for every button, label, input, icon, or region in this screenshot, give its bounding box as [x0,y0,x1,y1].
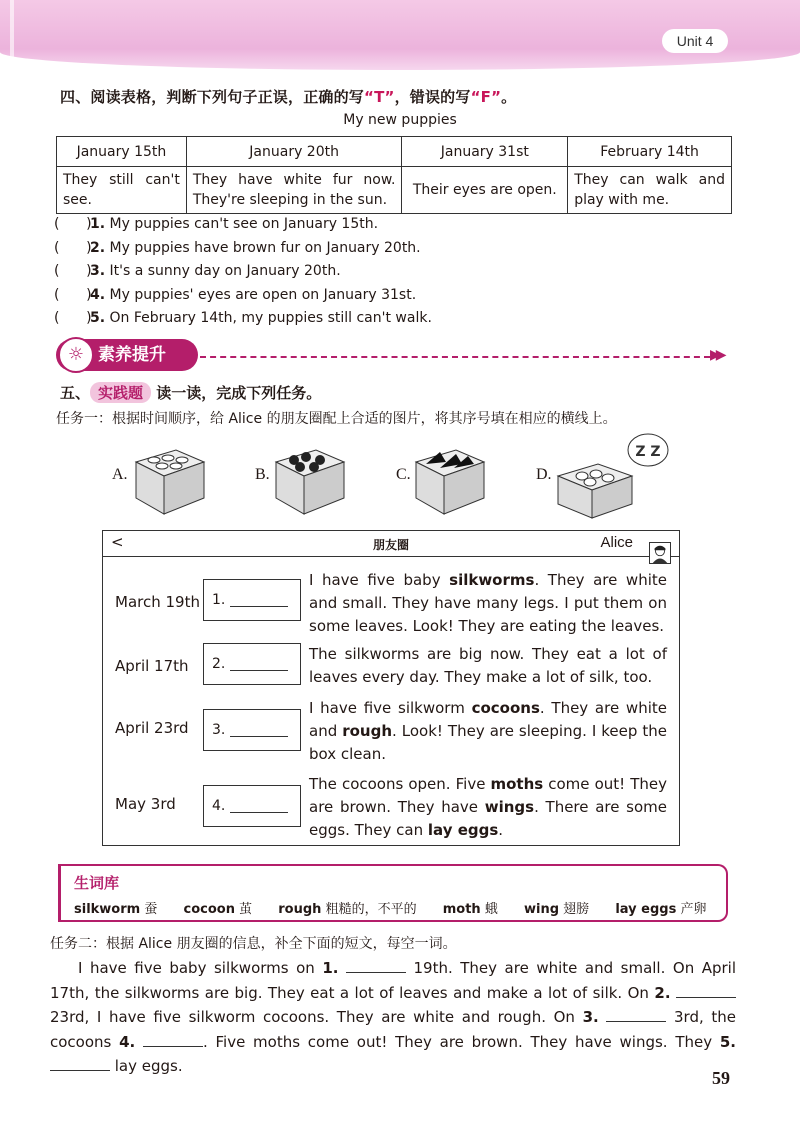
table-header: January 31st [402,137,568,167]
table-header: January 20th [186,137,402,167]
blank-4[interactable] [143,1033,203,1047]
back-icon[interactable]: < [111,533,124,551]
practice-tag: 实践题 [90,382,151,403]
vocab-box [58,864,728,922]
answer-bracket[interactable]: ( ) [54,240,92,256]
tf-question: ( )3. It's a sunny day on January 20th. [54,263,341,279]
box-leaves-image [410,440,490,520]
post-date: March 19th [115,593,200,611]
blank-1[interactable] [346,959,406,973]
table-cell: They still can't see. [57,167,187,214]
answer-bracket[interactable]: ( ) [54,287,92,303]
table-cell: They have white fur now. They're sleeping in the sun. [186,167,402,214]
table-header: January 15th [57,137,187,167]
vocab-item: wing 翅膀 [523,902,590,917]
task2-instruction: 任务二：根据 Alice 朋友圈的信息，补全下面的短文，每空一词。 [50,936,457,952]
moments-user-name: Alice [600,534,633,551]
table-cell: They can walk and play with me. [568,167,732,214]
section5-title: 五、 实践题 读一读，完成下列任务。 [60,384,322,402]
post-text: The cocoons open. Five moths come out! They are brown. They have wings. There are some eggs. They can lay eggs. [309,775,667,839]
section4-instruction-end: 。 [501,88,517,106]
moments-panel [102,530,680,846]
answer-bracket[interactable]: ( ) [54,310,92,326]
answer-box[interactable]: 1. [203,579,301,621]
answer-bracket[interactable]: ( ) [54,263,92,279]
vocab-item: rough 粗糙的，不平的 [278,902,417,917]
blank-2[interactable] [676,984,736,998]
table-cell: Their eyes are open. [402,167,568,214]
table-caption: My new puppies [343,112,457,128]
answer-box[interactable]: 3. [203,709,301,751]
tf-question: ( )2. My puppies have brown fur on January 20th. [54,240,421,256]
moments-title: 朋友圈 [372,538,409,552]
moments-header [103,531,679,557]
post-text: I have five silkworm cocoons. They are white and rough. Look! They are sleeping. I keep the box clean. [309,699,667,763]
task1-instruction: 任务一：根据时间顺序，给 Alice 的朋友圈配上合适的图片，将其序号填在相应的横线上。 [56,411,617,427]
post-text: The silkworms are big now. They eat a lot of leaves every day. They make a lot of silk, too. [309,645,667,686]
vocab-item: moth 蛾 [442,902,498,917]
page-number: 59 [712,1068,730,1088]
vocab-title: 生词库 [74,874,120,892]
lightbulb-icon: ☼ [58,337,94,373]
answer-box[interactable]: 2. [203,643,301,685]
post-text: I have five baby silkworms. They are white and small. They have many legs. I put them on some leaves. Look! They are eating the leaves. [309,571,667,635]
unit-label: Unit 4 [662,29,728,53]
section4-title [60,86,516,107]
zz-text: Z Z [635,444,661,460]
moment-post [103,773,679,843]
section4-instruction: 阅读表格，判断下列句子正误，正确的写 [90,88,365,106]
avatar-icon [649,542,671,564]
section4-instruction-mid: ，错误的写 [394,88,471,106]
answer-bracket[interactable]: ( ) [54,216,92,232]
double-arrow-icon: ▶▶ [710,347,722,363]
post-date: April 23rd [115,719,189,737]
box-silkworms-small-image [130,440,210,520]
tf-question: ( )1. My puppies can't see on January 15th. [54,216,379,232]
puppies-table [56,136,732,214]
vocab-list [74,898,728,917]
tf-question: ( )5. On February 14th, my puppies still can't walk. [54,310,432,326]
table-header: February 14th [568,137,732,167]
vocab-item: silkworm 蚕 [74,902,158,917]
moment-post [103,643,679,697]
moment-post [103,571,679,645]
banner-title: 素养提升 [56,339,198,371]
picture-label-c: C. [396,466,411,483]
picture-label-a: A. [112,466,128,483]
moment-post [103,697,679,767]
tf-question: ( )4. My puppies' eyes are open on January 31st. [54,287,417,303]
vocab-item: lay eggs 产卵 [615,902,707,917]
true-mark: “T” [364,88,395,106]
post-date: April 17th [115,657,189,675]
cloze-paragraph: I have five baby silkworms on 1. 19th. They are white and small. On April 17th, the silkworms are big. They eat a lot of leaves and make a lot of silk. On 2. 23rd, I have five silkworm cocoons. They are white and rough. On 3. 3rd, the cocoons 4. . Five moths come out! They are brown. They have wings. They 5. lay eggs. [50,959,736,1075]
post-date: May 3rd [115,795,176,813]
answer-box[interactable]: 4. [203,785,301,827]
false-mark: “F” [470,88,502,106]
blank-3[interactable] [606,1008,666,1022]
vocab-item: cocoon 茧 [183,902,253,917]
picture-label-b: B. [255,466,270,483]
banner-divider [200,356,710,358]
section4-number: 四、 [60,88,91,106]
sleeping-bubble-icon [626,430,670,470]
box-moths-image [270,440,350,520]
blank-5[interactable] [50,1057,110,1071]
picture-label-d: D. [536,466,552,483]
